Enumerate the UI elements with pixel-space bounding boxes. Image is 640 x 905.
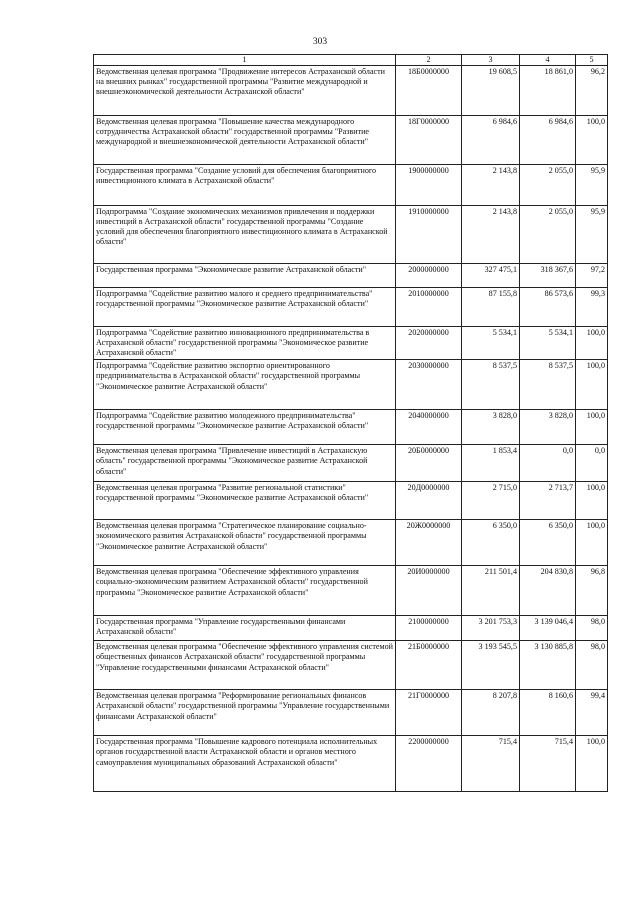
header-cell-4: 4 <box>520 55 576 66</box>
row-name-cell: Государственная программа "Создание условий для обеспечения благоприятного инвестиционного климата в Астраханской области" <box>94 165 396 206</box>
row-code-cell: 18Г0000000 <box>396 116 462 165</box>
row-code-cell: 20Ж0000000 <box>396 520 462 566</box>
row-value-col4: 2 055,0 <box>520 206 576 264</box>
row-percent-col5: 95,9 <box>576 165 608 206</box>
row-percent-col5: 99,4 <box>576 690 608 736</box>
row-code-cell: 2020000000 <box>396 327 462 360</box>
row-code-cell: 2010000000 <box>396 288 462 327</box>
row-value-col3: 19 608,5 <box>462 66 520 116</box>
row-name-cell: Государственная программа "Управление государственными финансами Астраханской области" <box>94 616 396 641</box>
row-name-cell: Ведомственная целевая программа "Обеспечение эффективного управления социально-экономическим развитием Астраханской области" государственной программы "Экономическое развитие Астраханской области" <box>94 566 396 616</box>
row-name-cell: Подпрограмма "Содействие развитию малого и среднего предпринимательства" государственной программы "Экономическое развитие Астраханской области" <box>94 288 396 327</box>
row-percent-col5: 99,3 <box>576 288 608 327</box>
row-name-cell: Подпрограмма "Содействие развитию инновационного предпринимательства в Астраханской области" государственной программы "Экономическое развитие Астраханской области" <box>94 327 396 360</box>
table-row <box>94 690 608 736</box>
table-row <box>94 264 608 288</box>
row-percent-col5: 96,2 <box>576 66 608 116</box>
row-value-col4: 318 367,6 <box>520 264 576 288</box>
row-value-col3: 87 155,8 <box>462 288 520 327</box>
row-name-cell: Ведомственная целевая программа "Реформирование региональных финансов Астраханской области" государственной программы "Управление государственными финансами Астраханской области" <box>94 690 396 736</box>
row-value-col4: 3 139 046,4 <box>520 616 576 641</box>
table-row <box>94 566 608 616</box>
row-value-col4: 2 055,0 <box>520 165 576 206</box>
row-name-cell: Ведомственная целевая программа "Повышение качества международного сотрудничества Астраханской области" государственной программы "Развитие международной и внешнеэкономической деятельности Астраханской области" <box>94 116 396 165</box>
row-value-col3: 715,4 <box>462 736 520 792</box>
row-percent-col5: 100,0 <box>576 736 608 792</box>
table-row <box>94 360 608 410</box>
row-code-cell: 21Б0000000 <box>396 641 462 690</box>
row-code-cell: 20Д0000000 <box>396 482 462 520</box>
table-row <box>94 327 608 360</box>
row-value-col4: 18 861,0 <box>520 66 576 116</box>
row-name-cell: Подпрограмма "Содействие развитию молодежного предпринимательства" государственной программы "Экономическое развитие Астраханской области" <box>94 410 396 445</box>
table-row <box>94 288 608 327</box>
row-percent-col5: 96,8 <box>576 566 608 616</box>
row-name-cell: Ведомственная целевая программа "Обеспечение эффективного управления системой общественных финансов Астраханской области" государственной программы "Управление государственными финансами Астраханской области" <box>94 641 396 690</box>
row-value-col3: 6 350,0 <box>462 520 520 566</box>
header-cell-3: 3 <box>462 55 520 66</box>
row-code-cell: 20И0000000 <box>396 566 462 616</box>
row-percent-col5: 100,0 <box>576 360 608 410</box>
row-value-col3: 6 984,6 <box>462 116 520 165</box>
table-row <box>94 520 608 566</box>
row-percent-col5: 0,0 <box>576 445 608 482</box>
page-number: 303 <box>312 37 328 47</box>
row-value-col4: 8 160,6 <box>520 690 576 736</box>
row-percent-col5: 98,0 <box>576 641 608 690</box>
table-row <box>94 165 608 206</box>
table-row <box>94 116 608 165</box>
row-code-cell: 21Г0000000 <box>396 690 462 736</box>
row-code-cell: 1900000000 <box>396 165 462 206</box>
row-value-col4: 715,4 <box>520 736 576 792</box>
row-value-col4: 86 573,6 <box>520 288 576 327</box>
row-percent-col5: 100,0 <box>576 327 608 360</box>
row-name-cell: Подпрограмма "Создание экономических механизмов привлечения и поддержки инвестиций в Астраханской области" государственной программы "Создание условий для обеспечения благоприятного инвестиционного климата в Астраханской области" <box>94 206 396 264</box>
table-row <box>94 445 608 482</box>
row-value-col4: 6 984,6 <box>520 116 576 165</box>
row-name-cell: Ведомственная целевая программа "Развитие региональной статистики" государственной программы "Экономическое развитие Астраханской области" <box>94 482 396 520</box>
row-value-col3: 2 143,8 <box>462 165 520 206</box>
row-value-col3: 3 828,0 <box>462 410 520 445</box>
row-percent-col5: 100,0 <box>576 520 608 566</box>
row-name-cell: Ведомственная целевая программа "Привлечение инвестиций в Астраханскую область" государственной программы "Экономическое развитие Астраханской области" <box>94 445 396 482</box>
row-code-cell: 2200000000 <box>396 736 462 792</box>
row-percent-col5: 97,2 <box>576 264 608 288</box>
row-percent-col5: 95,9 <box>576 206 608 264</box>
table-row <box>94 641 608 690</box>
row-value-col3: 3 193 545,5 <box>462 641 520 690</box>
row-value-col3: 2 715,0 <box>462 482 520 520</box>
row-value-col3: 327 475,1 <box>462 264 520 288</box>
row-value-col3: 8 537,5 <box>462 360 520 410</box>
row-code-cell: 2040000000 <box>396 410 462 445</box>
row-value-col3: 3 201 753,3 <box>462 616 520 641</box>
budget-table <box>93 54 608 792</box>
header-row <box>94 55 608 66</box>
row-code-cell: 1910000000 <box>396 206 462 264</box>
row-code-cell: 2030000000 <box>396 360 462 410</box>
row-percent-col5: 100,0 <box>576 410 608 445</box>
header-cell-5: 5 <box>576 55 608 66</box>
row-value-col3: 8 207,8 <box>462 690 520 736</box>
row-name-cell: Подпрограмма "Содействие развитию экспортно ориентированного предпринимательства в Астраханской области" государственной программы "Экономическое развитие Астраханской области" <box>94 360 396 410</box>
table-row <box>94 616 608 641</box>
row-percent-col5: 100,0 <box>576 482 608 520</box>
row-name-cell: Ведомственная целевая программа "Стратегическое планирование социально-экономического развития Астраханской области" государственной программы "Экономическое развитие Астраханской области" <box>94 520 396 566</box>
table-row <box>94 482 608 520</box>
row-value-col4: 5 534,1 <box>520 327 576 360</box>
row-value-col3: 1 853,4 <box>462 445 520 482</box>
row-value-col3: 5 534,1 <box>462 327 520 360</box>
row-value-col3: 211 501,4 <box>462 566 520 616</box>
row-value-col4: 3 828,0 <box>520 410 576 445</box>
row-value-col4: 2 713,7 <box>520 482 576 520</box>
row-code-cell: 2000000000 <box>396 264 462 288</box>
row-value-col4: 6 350,0 <box>520 520 576 566</box>
table-row <box>94 410 608 445</box>
row-code-cell: 18Б0000000 <box>396 66 462 116</box>
row-name-cell: Ведомственная целевая программа "Продвижение интересов Астраханской области на внешних рынках" государственной программы "Развитие международной и внешнеэкономической деятельности Астраханской области" <box>94 66 396 116</box>
table-row <box>94 206 608 264</box>
row-code-cell: 2100000000 <box>396 616 462 641</box>
table-row <box>94 736 608 792</box>
row-value-col3: 2 143,8 <box>462 206 520 264</box>
row-value-col4: 0,0 <box>520 445 576 482</box>
row-percent-col5: 100,0 <box>576 116 608 165</box>
row-name-cell: Государственная программа "Повышение кадрового потенциала исполнительных органов государственной власти Астраханской области и органов местного самоуправления муниципальных образований Астраханской области" <box>94 736 396 792</box>
row-value-col4: 204 830,8 <box>520 566 576 616</box>
row-percent-col5: 98,0 <box>576 616 608 641</box>
row-value-col4: 3 130 885,8 <box>520 641 576 690</box>
row-value-col4: 8 537,5 <box>520 360 576 410</box>
table-row <box>94 66 608 116</box>
header-cell-2: 2 <box>396 55 462 66</box>
row-code-cell: 20Б0000000 <box>396 445 462 482</box>
header-cell-1: 1 <box>94 55 396 66</box>
row-name-cell: Государственная программа "Экономическое развитие Астраханской области" <box>94 264 396 288</box>
